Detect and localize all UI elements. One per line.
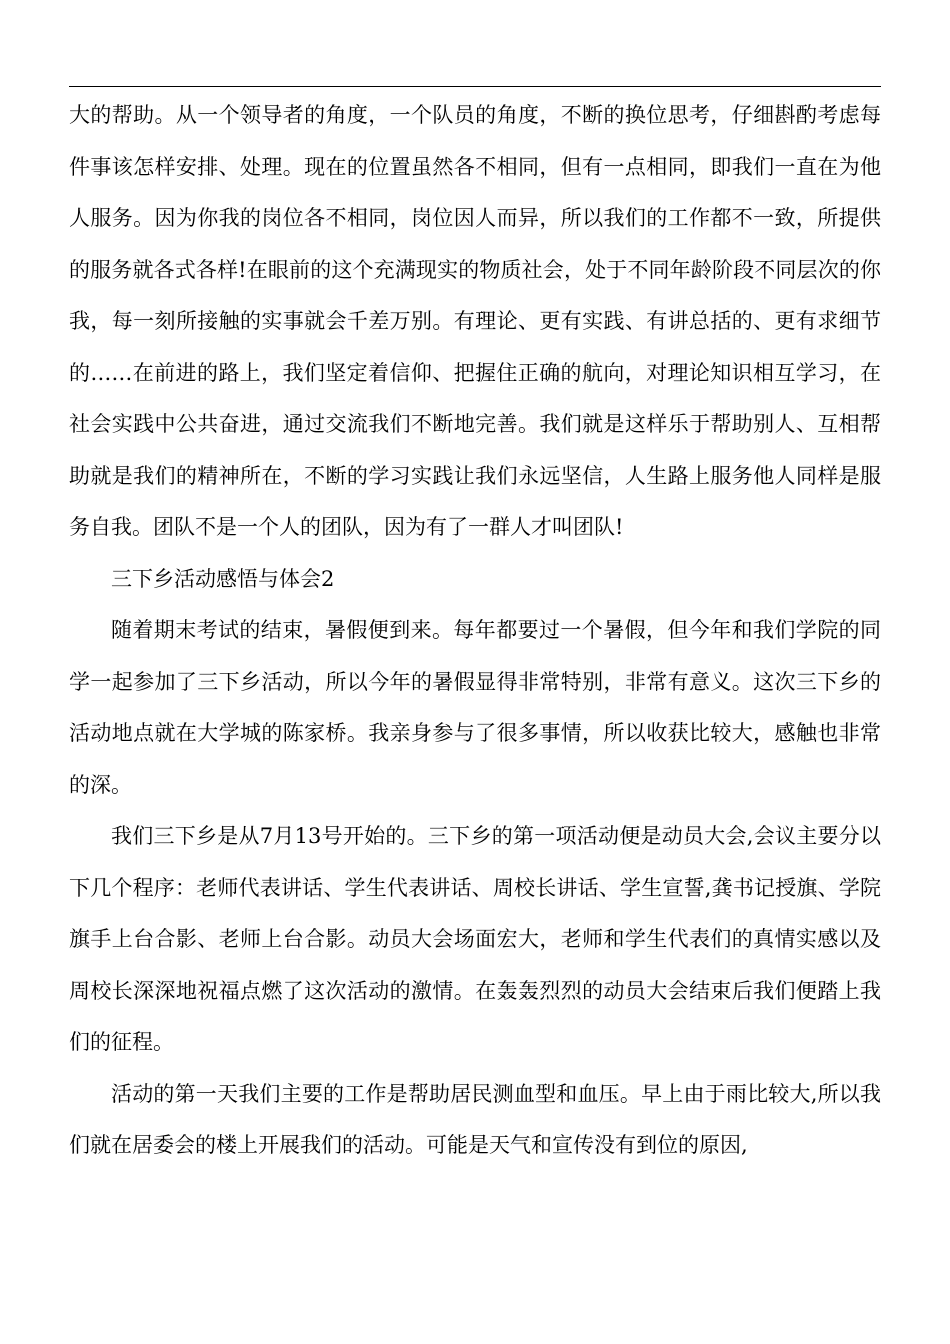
paragraph: 我们三下乡是从7月13号开始的。三下乡的第一项活动便是动员大会,会议主要分以下几个程序：老师代表讲话、学生代表讲话、周校长讲话、学生宣誓,龚书记授旗、学院旗手上台合影、老师上台合影。动员大会场面宏大，老师和学生代表们的真情实感以及周校长深深地祝福点燃了这次活动的激情。在轰轰烈烈的动员大会结束后我们便踏上我们的征程。 bbox=[69, 824, 881, 1054]
header-rule bbox=[69, 86, 881, 87]
paragraph-continuation: 大的帮助。从一个领导者的角度，一个队员的角度，不断的换位思考，仔细斟酌考虑每件事该怎样安排、处理。现在的位置虽然各不相同，但有一点相同，即我们一直在为他人服务。因为你我的岗位各不相同，岗位因人而异，所以我们的工作都不一致，所提供的服务就各式各样!在眼前的这个充满现实的物质社会，处于不同年龄阶段不同层次的你我，每一刻所接触的实事就会千差万别。有理论、更有实践、有讲总括的、更有求细节的……在前进的路上，我们坚定着信仰、把握住正确的航向，对理论知识相互学习，在社会实践中公共奋进，通过交流我们不断地完善。我们就是这样乐于帮助别人、互相帮助就是我们的精神所在，不断的学习实践让我们永远坚信，人生路上服务他人同样是服务自我。团队不是一个人的团队，因为有了一群人才叫团队! bbox=[69, 103, 881, 539]
paragraph: 随着期末考试的结束，暑假便到来。每年都要过一个暑假，但今年和我们学院的同学一起参加了三下乡活动，所以今年的暑假显得非常特别，非常有意义。这次三下乡的活动地点就在大学城的陈家桥。我亲身参与了很多事情，所以收获比较大，感触也非常的深。 bbox=[69, 618, 881, 797]
document-body bbox=[69, 90, 881, 1172]
section-heading: 三下乡活动感悟与体会2 bbox=[111, 566, 335, 591]
paragraph: 活动的第一天我们主要的工作是帮助居民测血型和血压。早上由于雨比较大,所以我们就在居委会的楼上开展我们的活动。可能是天气和宣传没有到位的原因, bbox=[69, 1081, 881, 1157]
